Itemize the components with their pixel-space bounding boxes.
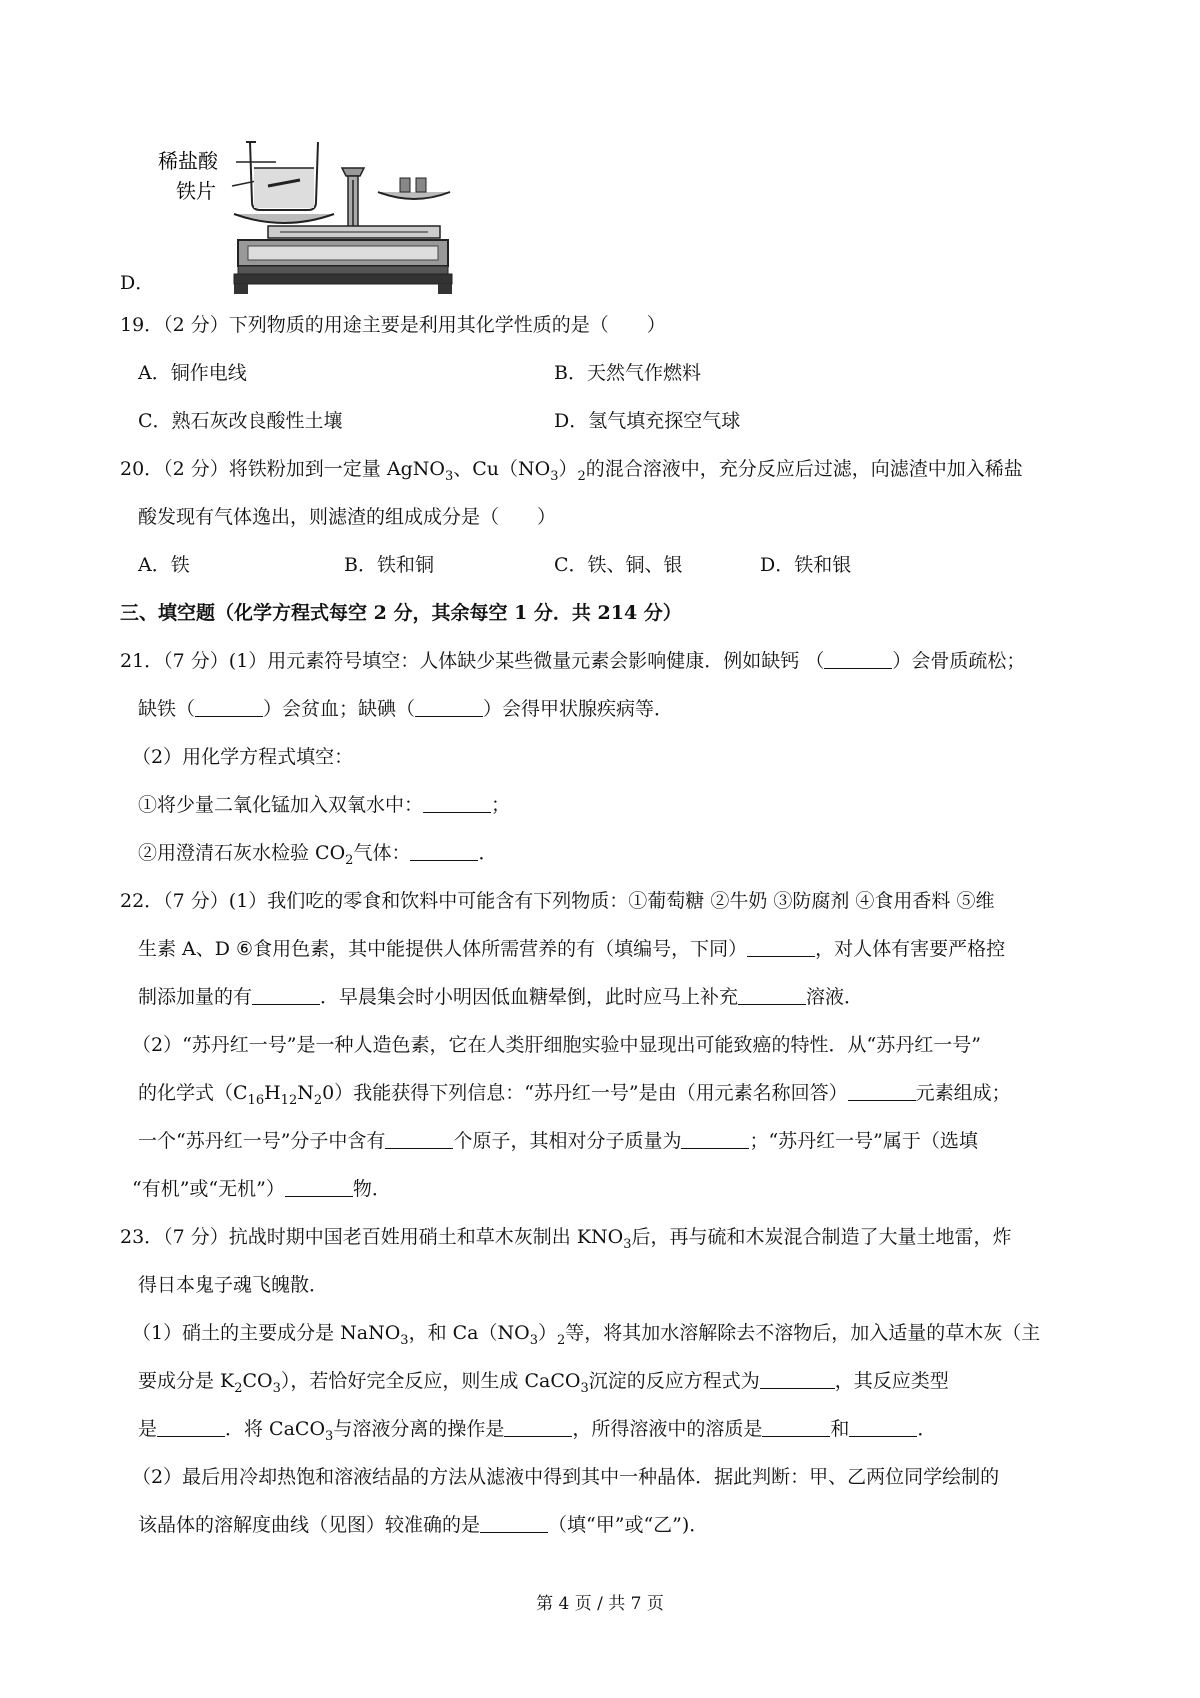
q23-line7: 该晶体的溶解度曲线（见图）较准确的是 （填“甲”或“乙”)．: [138, 1514, 709, 1536]
label-iron: 铁片: [176, 179, 216, 203]
q23-line4: 要成分是 $K_2CO_3$），若恰好完全反应，则生成 CaCO$_3$沉淀的反应方程式为 ，其反应类型: [138, 1370, 949, 1396]
answer-blank[interactable]: [849, 1418, 917, 1437]
answer-blank[interactable]: [423, 794, 491, 813]
answer-blank[interactable]: [747, 938, 815, 957]
answer-blank[interactable]: [738, 986, 806, 1005]
q19-option-a: A．铜作电线: [138, 362, 247, 384]
answer-blank[interactable]: [157, 1418, 225, 1437]
answer-blank[interactable]: [410, 842, 478, 861]
q23-line1: 23．（7 分）抗战时期中国老百姓用硝土和草木灰制出 $KNO_3$后，再与硫和木炭混合制造了大量土地雷，炸: [120, 1226, 1012, 1252]
answer-blank[interactable]: [848, 1082, 916, 1101]
q21-line4: ①将少量二氧化锰加入双氧水中： ；: [138, 794, 511, 816]
q21-line5: ②用澄清石灰水检验 $CO_2$气体： ．: [138, 842, 498, 868]
q22-line1: 22．（7 分）(1）我们吃的零食和饮料中可能含有下列物质：①葡萄糖 ②牛奶 ③防腐剂 ④食用香料 ⑤维: [120, 890, 995, 912]
balance-beaker-figure: [158, 140, 448, 298]
answer-blank[interactable]: [762, 1418, 830, 1437]
q21-line2: 缺铁（ ）会贫血；缺碘（ ）会得甲状腺疾病等．: [138, 698, 674, 720]
answer-blank[interactable]: [824, 650, 892, 669]
q20-stem-line2: 酸发现有气体逸出，则滤渣的组成成分是（ ）: [138, 506, 557, 528]
q22-line5: 的化学式$(C_{16}H_{12}N_20)$我能获得下列信息：“苏丹红一号”是由（用元素名称回答） 元素组成；: [138, 1082, 1011, 1108]
q22-line7: “有机”或“无机”） 物．: [132, 1178, 391, 1200]
page-footer: 第 4 页 / 共 7 页: [536, 1594, 664, 1614]
q23-line6: （2）最后用冷却热饱和溶液结晶的方法从滤液中得到其中一种晶体．据此判断：甲、乙两位同学绘制的: [132, 1466, 1000, 1488]
answer-blank[interactable]: [195, 698, 263, 717]
q19-stem: 19．（2 分）下列物质的用途主要是利用其化学性质的是（ ）: [120, 314, 666, 336]
q22-line2: 生素 A、D ⑥食用色素，其中能提供人体所需营养的有（填编号，下同） ，对人体有害要严格控: [138, 938, 1006, 960]
answer-blank[interactable]: [415, 698, 483, 717]
q20-stem-line1: 20．（2 分）将铁粉加到一定量 AgNO$_3$、$Cu(NO_3)_2$的混合溶液中，充分反应后过滤，向滤渣中加入稀盐: [120, 458, 1023, 484]
answer-blank[interactable]: [252, 986, 320, 1005]
answer-blank[interactable]: [681, 1130, 749, 1149]
answer-blank[interactable]: [385, 1130, 453, 1149]
q20-option-d: D．铁和银: [760, 554, 852, 576]
q19-option-c: C．熟石灰改良酸性土壤: [138, 410, 343, 432]
section3-title: 三、填空题（化学方程式每空 2 分，其余每空 1 分．共 214 分）: [120, 602, 682, 624]
answer-blank[interactable]: [760, 1370, 835, 1389]
q20-option-c: C．铁、铜、银: [554, 554, 683, 576]
answer-blank[interactable]: [480, 1514, 548, 1533]
q22-line3: 制添加量的有 ．早晨集会时小明因低血糖晕倒，此时应马上补充 溶液．: [138, 986, 864, 1008]
q20-option-b: B．铁和铜: [344, 554, 434, 576]
q18-option-d: D．: [120, 272, 155, 294]
q23-line2: 得日本鬼子魂飞魄散．: [138, 1274, 329, 1296]
q19-option-d: D．氢气填充探空气球: [554, 410, 741, 432]
q19-option-b: B．天然气作燃料: [554, 362, 701, 384]
answer-blank[interactable]: [504, 1418, 572, 1437]
q21-line3: （2）用化学方程式填空：: [132, 746, 354, 768]
q22-line6: 一个“苏丹红一号”分子中含有 个原子，其相对分子质量为 ；“苏丹红一号”属于（选填: [138, 1130, 978, 1152]
q23-line5: 是 ．将 CaCO$_3$与溶液分离的操作是 ，所得溶液中的溶质是 和 ．: [138, 1418, 937, 1444]
label-acid: 稀盐酸: [158, 149, 218, 173]
q20-option-a: A．铁: [138, 554, 190, 576]
q22-line4: （2）“苏丹红一号”是一种人造色素，它在人类肝细胞实验中显现出可能致癌的特性．从“苏丹红一号”: [132, 1034, 981, 1056]
q23-line3: （1）硝土的主要成分是 NaNO$_3$，和 $Ca(NO_3)_2$等，将其加水溶解除去不溶物后，加入适量的草木灰（主: [132, 1322, 1041, 1348]
q21-line1: 21．（7 分）(1）用元素符号填空：人体缺少某些微量元素会影响健康．例如缺钙 （ ）会骨质疏松；: [120, 650, 1026, 672]
answer-blank[interactable]: [285, 1178, 353, 1197]
